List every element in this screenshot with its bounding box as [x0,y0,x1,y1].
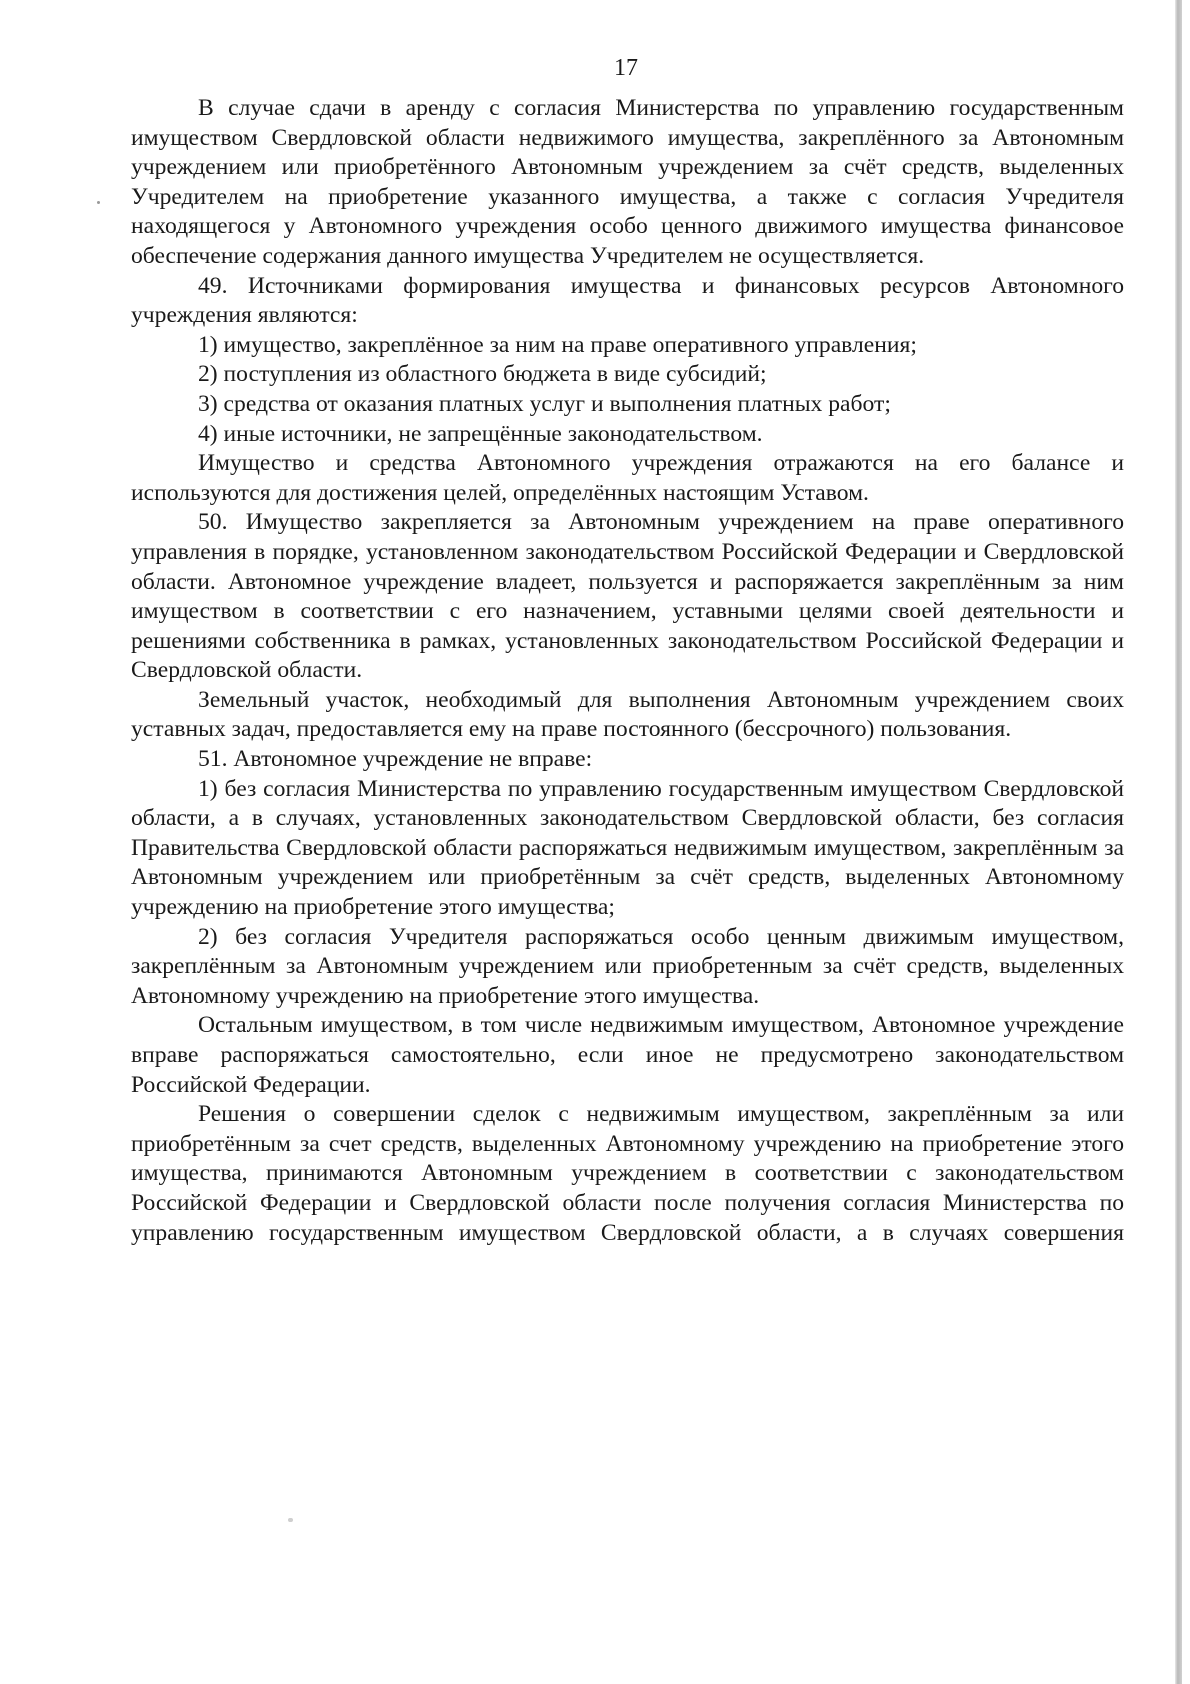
paragraph-balance: Имущество и средства Автономного учреждения отражаются на его балансе и используются для достижения целей, определённых настоящим Уставом. [131,450,1124,506]
list-item-49-4: 4) иные источники, не запрещённые законодательством. [198,420,763,447]
scan-speck [97,201,100,204]
paragraph-land: Земельный участок, необходимый для выполнения Автономным учреждением своих уставных задач, предоставляется ему на праве постоянного (бессрочного) пользования. [131,686,1124,743]
paragraph-lease: В случае сдачи в аренду с согласия Министерства по управлению государственным имуществом Свердловской области недвижимого имущества, закреплённого за Автономным учреждением или приобретённого Автономным учреждением за счёт средств, выделенных Учредителем на приобретение указанного имущества, а также с согласия Учредителя находящегося у Автономного учреждения особо ценного движимого имущества финансовое обеспечение содержания данного имущества Учредителем не осуществляется. [131,95,1124,269]
list-item-49-1: 1) имущество, закреплённое за ним на праве оперативного управления; [198,331,917,358]
scan-edge-shadow [1175,0,1182,1684]
paragraph-other-property: Остальным имуществом, в том числе недвижимым имуществом, Автономное учреждение вправе распоряжаться самостоятельно, если иное не предусмотрено законодательством Российской Федерации. [131,1012,1124,1098]
scan-speck [288,1518,293,1522]
list-item-51-1: 1) без согласия Министерства по управлению государственным имуществом Свердловской области, а в случаях, установленных законодательством Свердловской области, без согласия Правительства Свердловской области распоряжаться недвижимым имуществом, закреплённым за Автономным учреждением или приобретённым за счёт средств, выделенных Автономному учреждению на приобретение этого имущества; [131,775,1124,921]
list-item-49-2: 2) поступления из областного бюджета в виде субсидий; [198,361,767,388]
list-item-49-3: 3) средства от оказания платных услуг и выполнения платных работ; [198,390,891,417]
list-item-51-2: 2) без согласия Учредителя распоряжаться особо ценным движимым имуществом, закреплённым за Автономным учреждением или приобретенным за счёт средств, выделенных Автономному учреждению на приобретение этого имущества. [131,923,1124,1009]
page-number: 17 [614,55,638,81]
paragraph-item-51: 51. Автономное учреждение не вправе: [198,746,593,773]
paragraph-item-50: 50. Имущество закрепляется за Автономным учреждением на праве оперативного управления в порядке, установленном законодательством Российской Федерации и Свердловской области. Автономное учреждение владеет, пользуется и распоряжается закреплённым за ним имуществом в соответствии с его назначением, уставными целями своей деятельности и решениями собственника в рамках, установленных законодательством Российской Федерации и Свердловской области. [131,509,1124,684]
paragraph-decisions: Решения о совершении сделок с недвижимым имуществом, закреплённым за или приобретённым за счет средств, выделенных Автономному учреждению на приобретение этого имущества, принимаются Автономным учреждением в соответствии с законодательством Российской Федерации и Свердловской области после получения согласия Министерства по управлению государственным имуществом Свердловской области, а в случаях совершения [131,1101,1124,1246]
paragraph-item-49: 49. Источниками формирования имущества и финансовых ресурсов Автономного учреждения являются: [131,272,1124,329]
document-body [131,94,1124,1248]
